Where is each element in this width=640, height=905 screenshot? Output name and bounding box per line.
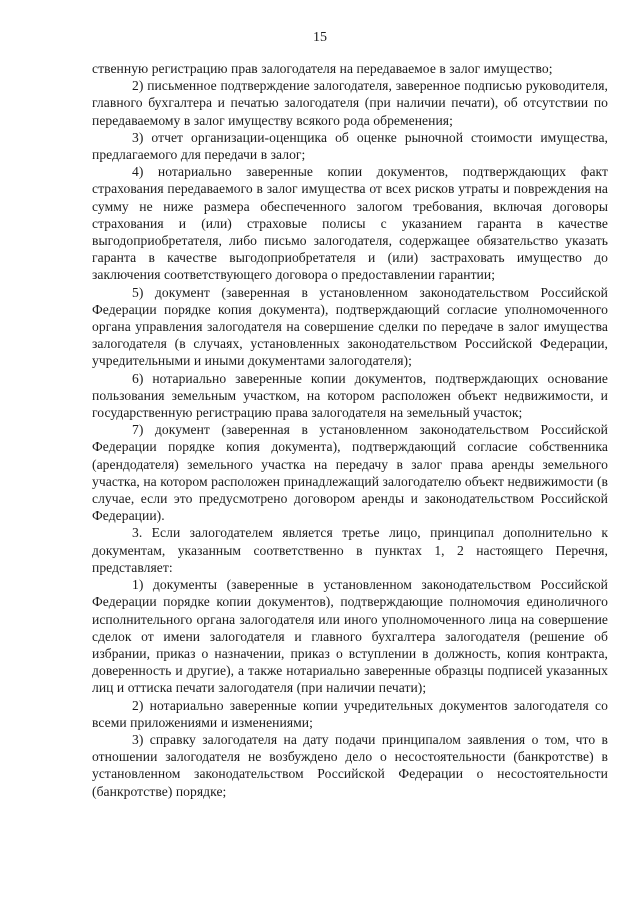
paragraph-subitem-2: 2) нотариально заверенные копии учредительных документов залогодателя со всеми приложениями и изменениями; [92, 697, 608, 730]
paragraph-item-4: 4) нотариально заверенные копии документов, подтверждающих факт страхования передаваемого в залог имущества от всех рисков утраты и повреждения на сумму не ниже размера обеспеченного залогом требования, включая договоры страхования и (или) страховые полисы с указанием гаранта в качестве выгодоприобретателя, либо письмо залогодателя, содержащее обязательство указать гаранта в качестве выгодоприобретателя и (или) застраховать имущество до заключения соответствующего договора о предоставлении гарантии; [92, 164, 608, 283]
paragraph-item-5: 5) документ (заверенная в установленном законодательством Российской Федерации порядке копия документа), подтверждающий согласие уполномоченного органа управления залогодателя на совершение сделки по передаче в залог имущества залогодателя (в случаях, установленных законодательством Российской Федерации, учредительными и иными документами залогодателя); [92, 284, 608, 369]
paragraph-section-3: 3. Если залогодателем является третье лицо, принципал дополнительно к документам, указанным соответственно в пунктах 1, 2 настоящего Перечня, представляет: [92, 525, 608, 575]
paragraph-item-6: 6) нотариально заверенные копии документов, подтверждающих основание пользования земельным участком, на котором расположен объект недвижимости, и государственную регистрацию права залогодателя на земельный участок; [92, 370, 608, 421]
paragraph-item-3: 3) отчет организации-оценщика об оценке рыночной стоимости имущества, предлагаемого для передачи в залог; [92, 129, 608, 163]
paragraph-subitem-3: 3) справку залогодателя на дату подачи принципалом заявления о том, что в отношении залогодателя не возбуждено дело о несостоятельности (банкротстве) в установленном законодательством Российской Федерации о несостоятельности (банкротстве) порядке; [92, 731, 608, 799]
paragraph-subitem-1: 1) документы (заверенные в установленном законодательством Российской Федерации порядке копии документов), подтверждающие полномочия единоличного исполнительного органа залогодателя или иного уполномоченного лица на совершение сделок от имени залогодателя и главного бухгалтера залогодателя (решение об избрании, приказ о назначении, приказ о вступлении в должность, копия контракта, доверенность и другие), а также нотариально заверенные образцы подписей указанных лиц и оттиска печати залогодателя (при наличии печати); [92, 577, 608, 696]
page-number: 15 [313, 30, 327, 45]
paragraph-continuation: ственную регистрацию прав залогодателя на передаваемое в залог имущество; [92, 61, 553, 76]
document-body [92, 60, 608, 800]
paragraph-item-2: 2) письменное подтверждение залогодателя, заверенное подписью руководителя, главного бухгалтера и печатью залогодателя (при наличии печати), об отсутствии по передаваемому в залог имуществу всякого рода обременения; [92, 78, 608, 128]
paragraph-item-7: 7) документ (заверенная в установленном законодательством Российской Федерации порядке копия документа), подтверждающий согласие собственника (арендодателя) земельного участка на передачу в залог права аренды земельного участка, на котором расположен принадлежащий залогодателю объект недвижимости (в случае, если это предусмотрено договором аренды и законодательством Российской Федерации). [92, 422, 608, 524]
